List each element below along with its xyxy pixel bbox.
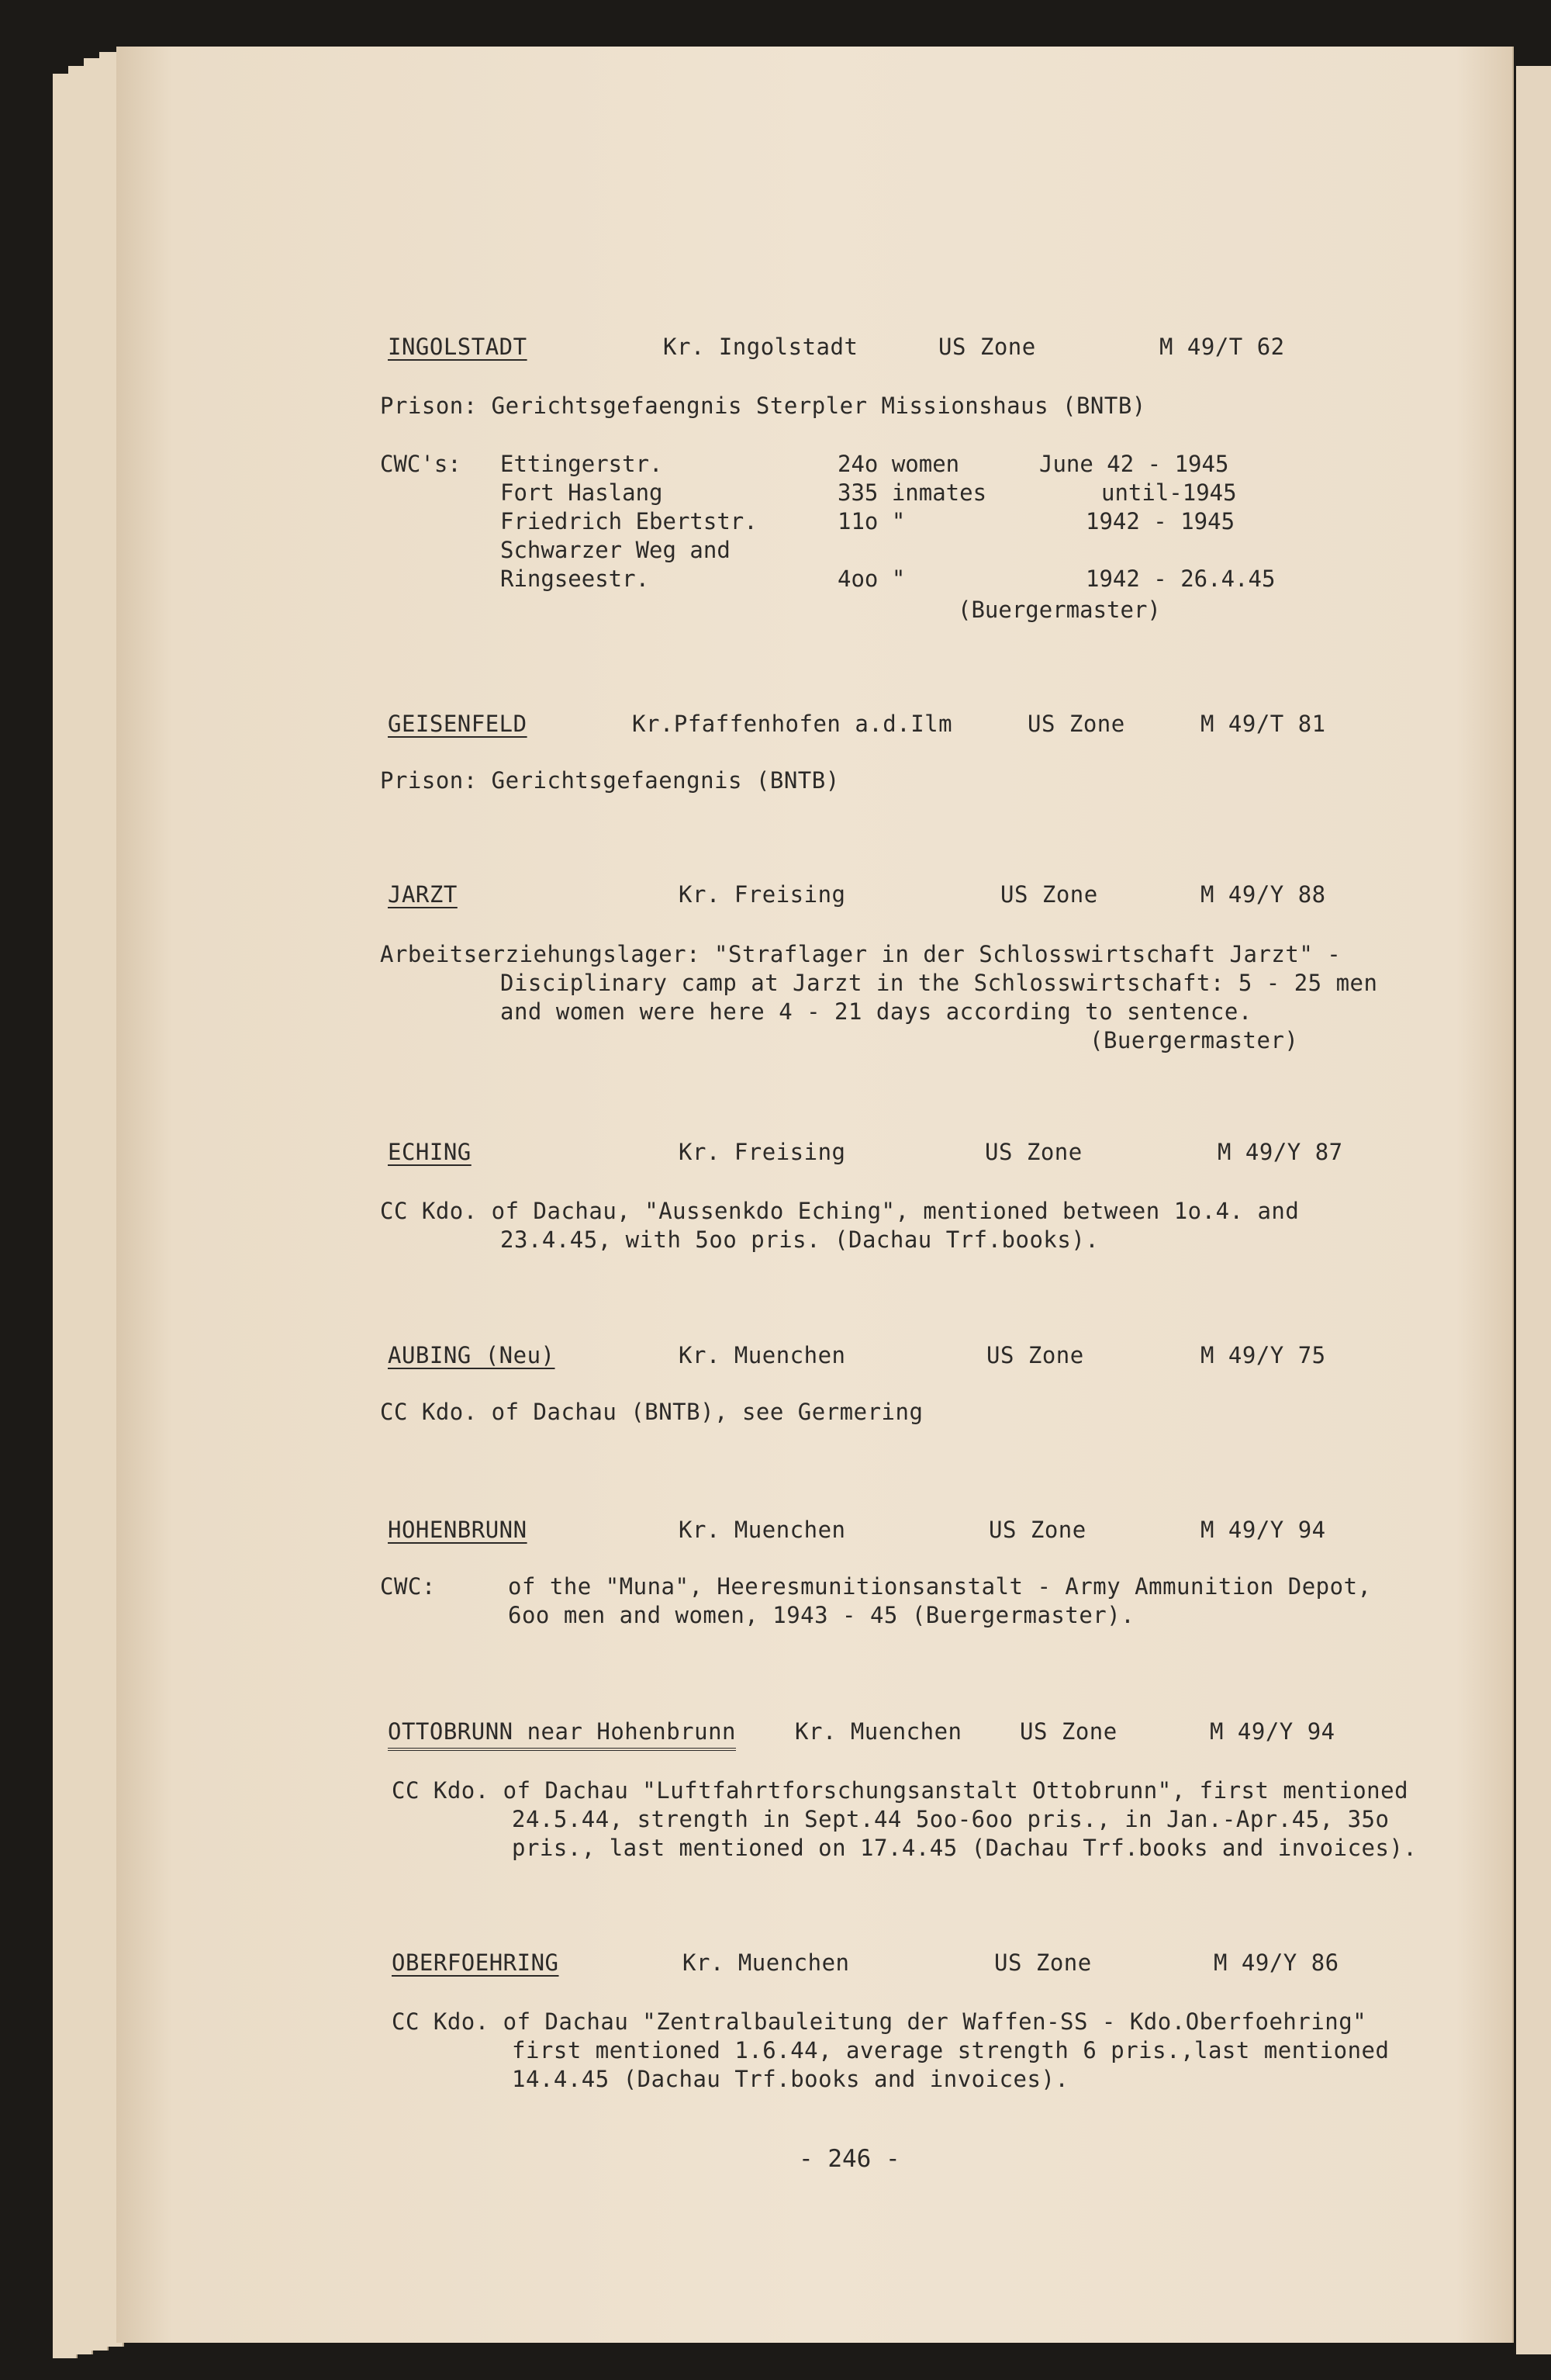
entry-place: JARZT (388, 881, 458, 908)
cwc-place: Fort Haslang (500, 479, 663, 506)
entry-text-line: CC Kdo. of Dachau, "Aussenkdo Eching", mentioned between 1o.4. and (380, 1198, 1300, 1224)
entry-map-ref: M 49/T 62 (1159, 334, 1285, 360)
entry-text-line: 23.4.45, with 5oo pris. (Dachau Trf.books). (500, 1226, 1100, 1253)
entry-source: (Buergermaster) (958, 597, 1161, 623)
entry-text-line: (Buergermaster) (1090, 1027, 1299, 1053)
entry-zone: US Zone (1000, 881, 1098, 908)
entry-text-line: Prison: Gerichtsgefaengnis (BNTB) (380, 767, 840, 794)
entry-zone: US Zone (985, 1139, 1083, 1165)
entry-text-line: 24.5.44, strength in Sept.44 5oo-6oo pris., in Jan.-Apr.45, 35o (512, 1806, 1390, 1832)
entry-district: Kr. Freising (679, 1139, 846, 1165)
entry-text-line: Disciplinary camp at Jarzt in the Schlosswirtschaft: 5 - 25 men (500, 970, 1378, 996)
adjacent-page (1516, 66, 1551, 2354)
cwc-count: 11o " (838, 508, 906, 534)
entry-text-line: 6oo men and women, 1943 - 45 (Buergermaster). (508, 1602, 1135, 1628)
entry-place: ECHING (388, 1139, 472, 1165)
entry-zone: US Zone (994, 1949, 1092, 1976)
entry-map-ref: M 49/Y 94 (1210, 1718, 1335, 1745)
cwc-label: CWC's: (380, 451, 461, 477)
cwc-place: Ettingerstr. (500, 451, 663, 477)
entry-zone: US Zone (1028, 711, 1125, 737)
entry-map-ref: M 49/Y 87 (1218, 1139, 1343, 1165)
entry-place: GEISENFELD (388, 711, 527, 737)
entry-district: Kr.Pfaffenhofen a.d.Ilm (632, 711, 953, 737)
entry-text-line: of the "Muna", Heeresmunitionsanstalt - Army Ammunition Depot, (508, 1573, 1372, 1600)
cwc-count: 335 inmates (838, 479, 987, 506)
entry-zone: US Zone (989, 1517, 1086, 1543)
entry-text-line: 14.4.45 (Dachau Trf.books and invoices). (512, 2066, 1069, 2092)
entry-place: OTTOBRUNN near Hohenbrunn (388, 1718, 736, 1751)
page-number: - 246 - (799, 2145, 900, 2173)
entry-text-line: and women were here 4 - 21 days according to sentence. (500, 998, 1252, 1025)
entry-text-line: CWC: (380, 1573, 436, 1600)
entry-zone: US Zone (938, 334, 1036, 360)
entry-text-line: CC Kdo. of Dachau "Zentralbauleitung der Waffen-SS - Kdo.Oberfoehring" (392, 2008, 1367, 2035)
entry-district: Kr. Muenchen (795, 1718, 962, 1745)
entry-text-line: CC Kdo. of Dachau (BNTB), see Germering (380, 1399, 924, 1425)
entry-map-ref: M 49/Y 94 (1200, 1517, 1326, 1543)
cwc-period: until-1945 (1101, 479, 1237, 506)
cwc-place: Friedrich Ebertstr. (500, 508, 758, 534)
entry-map-ref: M 49/Y 88 (1200, 881, 1326, 908)
entry-place: AUBING (Neu) (388, 1342, 555, 1368)
entry-district: Kr. Freising (679, 881, 846, 908)
cwc-count: 4oo " (838, 566, 906, 592)
cwc-period: 1942 - 26.4.45 (1086, 566, 1276, 592)
cwc-period: June 42 - 1945 (1039, 451, 1229, 477)
entry-district: Kr. Ingolstadt (663, 334, 858, 360)
cwc-place: Schwarzer Weg and (500, 537, 731, 563)
entry-map-ref: M 49/Y 75 (1200, 1342, 1326, 1368)
cwc-place: Ringseestr. (500, 566, 650, 592)
entry-district: Kr. Muenchen (682, 1949, 850, 1976)
entry-place: HOHENBRUNN (388, 1517, 527, 1543)
entry-place: INGOLSTADT (388, 334, 527, 360)
cwc-period: 1942 - 1945 (1086, 508, 1235, 534)
entry-text-line: CC Kdo. of Dachau "Luftfahrtforschungsanstalt Ottobrunn", first mentioned (392, 1777, 1409, 1804)
entry-text-line: Arbeitserziehungslager: "Straflager in der Schlosswirtschaft Jarzt" - (380, 941, 1342, 967)
entry-map-ref: M 49/Y 86 (1214, 1949, 1339, 1976)
cwc-count: 24o women (838, 451, 960, 477)
entry-text-line: first mentioned 1.6.44, average strength 6 pris.,last mentioned (512, 2037, 1390, 2063)
entry-district: Kr. Muenchen (679, 1342, 846, 1368)
entry-text-line: Prison: Gerichtsgefaengnis Sterpler Missionshaus (BNTB) (380, 393, 1146, 419)
entry-zone: US Zone (1020, 1718, 1117, 1745)
entry-place: OBERFOEHRING (392, 1949, 559, 1976)
entry-zone: US Zone (986, 1342, 1084, 1368)
document-page (116, 47, 1512, 2343)
entry-text-line: pris., last mentioned on 17.4.45 (Dachau Trf.books and invoices). (512, 1835, 1418, 1861)
entry-map-ref: M 49/T 81 (1200, 711, 1326, 737)
entry-district: Kr. Muenchen (679, 1517, 846, 1543)
